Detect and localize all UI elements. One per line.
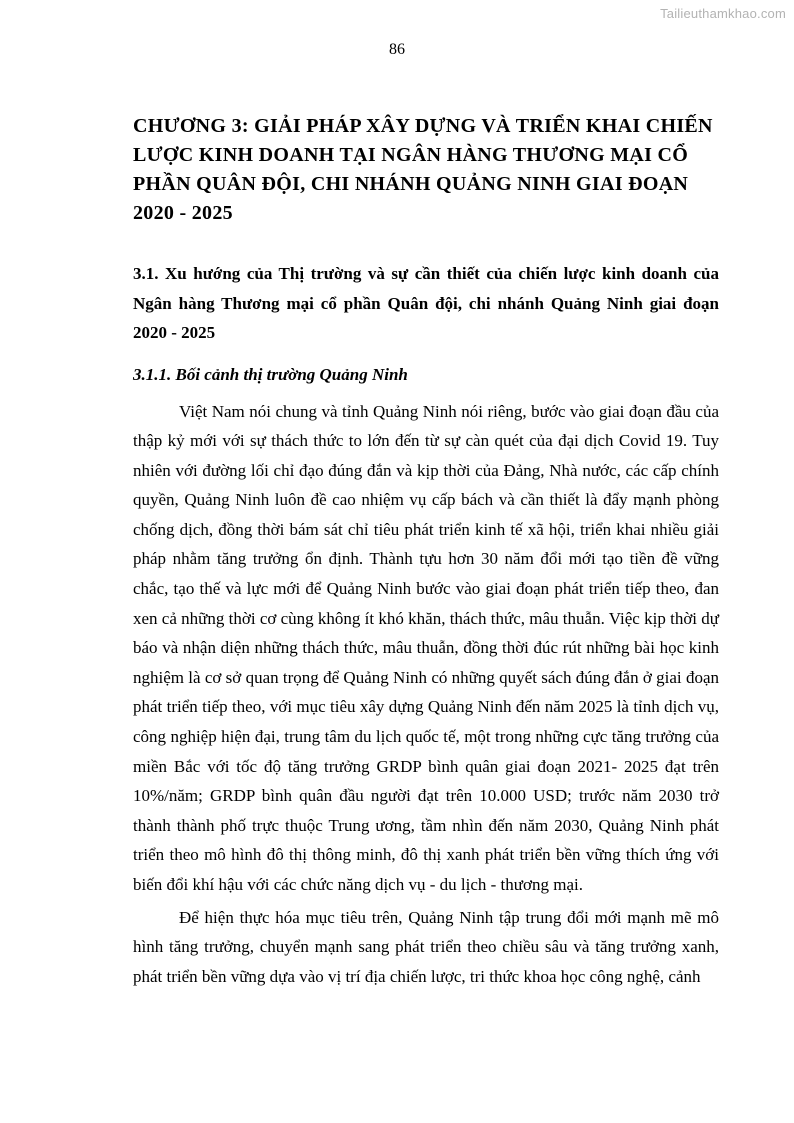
watermark-text: Tailieuthamkhao.com bbox=[660, 6, 786, 21]
subsection-title: 3.1.1. Bối cảnh thị trường Quảng Ninh bbox=[133, 364, 408, 384]
paragraph-context: Việt Nam nói chung và tỉnh Quảng Ninh nói riêng, bước vào giai đoạn đầu của thập kỷ mới với sự thách thức to lớn đến từ sự càn quét của đại dịch Covid 19. Tuy nhiên với đường lối chỉ đạo đúng đắn và kịp thời của Đảng, Nhà nước, các cấp chính quyền, Quảng Ninh luôn đề cao nhiệm vụ cấp bách và cần thiết là đẩy mạnh phòng chống dịch, đồng thời bám sát chỉ tiêu phát triển kinh tế xã hội, triển khai nhiều giải pháp nhằm tăng trưởng ổn định. Thành tựu hơn 30 năm đổi mới tạo tiền đề vững chắc, tạo thế và lực mới để Quảng Ninh bước vào giai đoạn phát triển tiếp theo, đan xen cả những thời cơ cùng không ít khó khăn, thách thức, mâu thuẫn. Việc kịp thời dự báo và nhận diện những thách thức, mâu thuẫn, đồng thời đúc rút những bài học kinh nghiệm là cơ sở quan trọng để Quảng Ninh có những quyết sách đúng đắn ở giai đoạn phát triển tiếp theo, với mục tiêu xây dựng Quảng Ninh đến năm 2025 là tỉnh dịch vụ, công nghiệp hiện đại, trung tâm du lịch quốc tế, một trong những cực tăng trưởng của miền Bắc với tốc độ tăng trưởng GRDP bình quân giai đoạn 2021- 2025 đạt trên 10%/năm; GRDP bình quân đầu người đạt trên 10.000 USD; trước năm 2030 trở thành thành phố trực thuộc Trung ương, tầm nhìn đến năm 2030, Quảng Ninh phát triển theo mô hình đô thị thông minh, đô thị xanh phát triển bền vững thích ứng với biến đổi khí hậu với các chức năng dịch vụ - du lịch - thương mại. bbox=[133, 401, 719, 894]
chapter-title: CHƯƠNG 3: GIẢI PHÁP XÂY DỰNG VÀ TRIỂN KHAI CHIẾN LƯỢC KINH DOANH TẠI NGÂN HÀNG THƯƠNG MẠI CỔ PHẦN QUÂN ĐỘI, CHI NHÁNH QUẢNG NINH GIAI ĐOẠN 2020 - 2025 bbox=[133, 115, 713, 224]
document-body bbox=[133, 112, 719, 994]
page-number: 86 bbox=[389, 41, 405, 58]
paragraph-goals: Để hiện thực hóa mục tiêu trên, Quảng Ninh tập trung đổi mới mạnh mẽ mô hình tăng trưởng, chuyển mạnh sang phát triển theo chiều sâu và tăng trưởng xanh, phát triển bền vững dựa vào vị trí địa chiến lược, tri thức khoa học công nghệ, cảnh bbox=[133, 907, 719, 986]
section-title: 3.1. Xu hướng của Thị trường và sự cần thiết của chiến lược kinh doanh của Ngân hàng Thương mại cổ phần Quân đội, chi nhánh Quảng Ninh giai đoạn 2020 - 2025 bbox=[133, 264, 719, 342]
